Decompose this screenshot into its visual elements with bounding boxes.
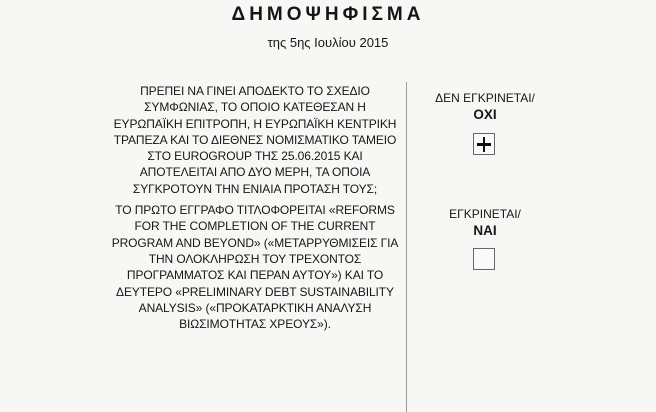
option-no-checkbox[interactable] bbox=[473, 133, 495, 155]
option-yes-word: ΝΑΙ bbox=[473, 223, 497, 238]
cross-mark-icon-stroke bbox=[483, 137, 486, 152]
ballot-date: της 5ης Ιουλίου 2015 bbox=[267, 35, 389, 50]
option-no-label: ΔΕΝ ΕΓΚΡΙΝΕΤΑΙ/ bbox=[435, 91, 535, 105]
option-yes-label: ΕΓΚΡΙΝΕΤΑΙ/ bbox=[449, 207, 521, 221]
ballot-title: ΔΗΜΟΨΗΦΙΣΜΑ bbox=[231, 4, 425, 25]
referendum-question bbox=[110, 83, 400, 332]
question-paragraph-1: ΠΡΕΠΕΙ ΝΑ ΓΙΝΕΙ ΑΠΟΔΕΚΤΟ ΤΟ ΣΧΕΔΙΟ ΣΥΜΦΩΝΙΑΣ, ΤΟ ΟΠΟΙΟ ΚΑΤΕΘΕΣΑΝ Η ΕΥΡΩΠΑΪΚΗ ΕΠΙΤΡΟΠΗ, Η ΕΥΡΩΠΑΪΚΗ ΚΕΝΤΡΙΚΗ ΤΡΑΠΕΖΑ ΚΑΙ ΤΟ ΔΙΕΘΝΕΣ ΝΟΜΙΣΜΑΤΙΚΟ ΤΑΜΕΙΟ ΣΤΟ EUROGROUP ΤΗΣ 25.06.2015 ΚΑΙ ΑΠΟΤΕΛΕΙΤΑΙ ΑΠΟ ΔΥΟ ΜΕΡΗ, ΤΑ ΟΠΟΙΑ ΣΥΓΚΡΟΤΟΥΝ ΤΗΝ ΕΝΙΑΙΑ ΠΡΟΤΑΣΗ ΤΟΥΣ; bbox=[113, 84, 397, 196]
column-divider bbox=[406, 82, 407, 412]
option-yes-checkbox[interactable] bbox=[473, 248, 495, 270]
question-paragraph-2: ΤΟ ΠΡΩΤΟ ΕΓΓΡΑΦΟ ΤΙΤΛΟΦΟΡΕΙΤΑΙ «REFORMS FOR THE COMPLETION OF THE CURRENT PROGRAM AND BEYOND» («ΜΕΤΑΡΡΥΘΜΙΣΕΙΣ ΓΙΑ ΤΗΝ ΟΛΟΚΛΗΡΩΣΗ ΤΟΥ ΤΡΕΧΟΝΤΟΣ ΠΡΟΓΡΑΜΜΑΤΟΣ ΚΑΙ ΠΕΡΑΝ ΑΥΤΟΥ») ΚΑΙ ΤΟ ΔΕΥΤΕΡΟ «PRELIMINARY DEBT SUSTAINABILITY ANALYSIS» («ΠΡΟΚΑΤΑΡΚΤΙΚΗ ΑΝΑΛΥΣΗ ΒΙΩΣΙΜΟΤΗΤΑΣ ΧΡΕΟΥΣ»). bbox=[111, 203, 399, 332]
option-no-word: ΟΧΙ bbox=[473, 107, 497, 122]
